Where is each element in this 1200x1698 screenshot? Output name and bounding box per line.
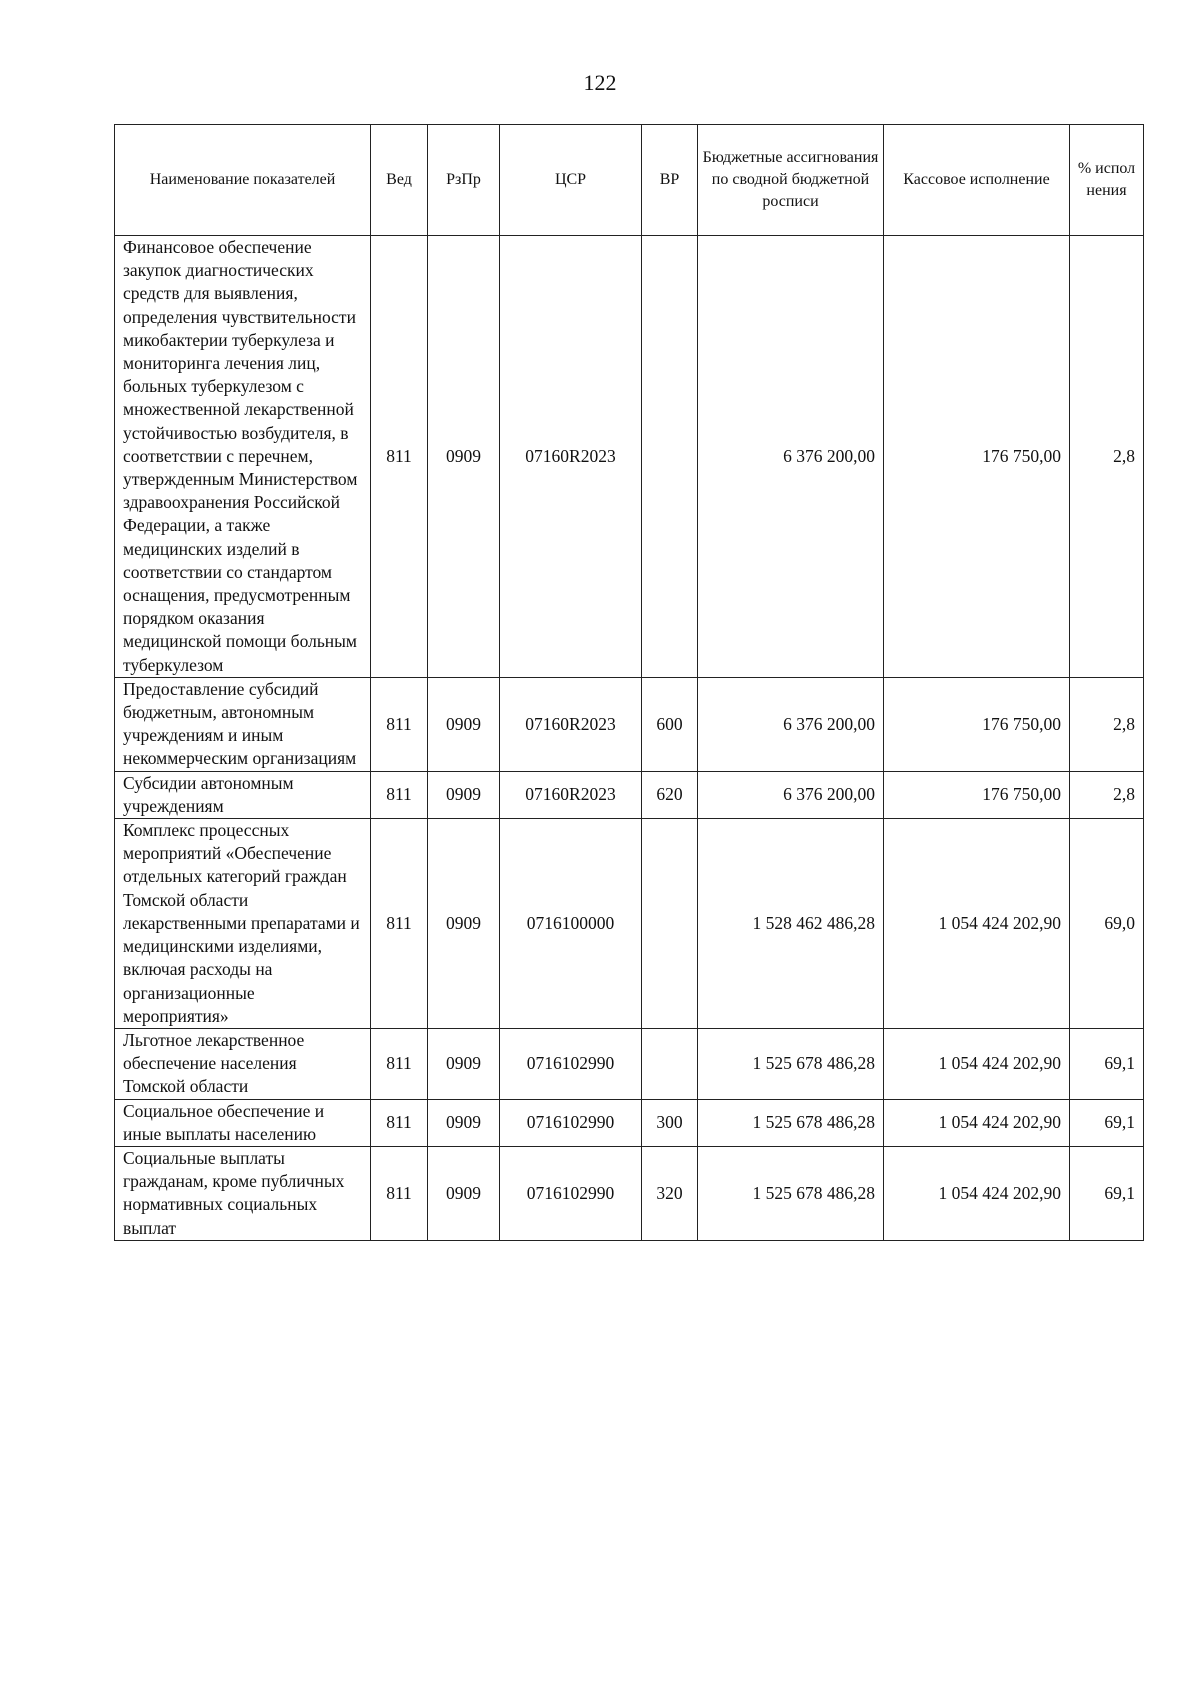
cell-name: Предоставление субсидий бюджетным, автономным учреждениям и иным некоммерческим организациям [115, 677, 371, 771]
cell-assignments: 1 525 678 486,28 [698, 1028, 884, 1099]
header-name: Наименование показателей [115, 125, 371, 236]
cell-assignments: 6 376 200,00 [698, 771, 884, 818]
header-cash: Кассовое исполнение [884, 125, 1070, 236]
cell-rzpr: 0909 [428, 1146, 500, 1240]
cell-ved: 811 [371, 1028, 428, 1099]
cell-ved: 811 [371, 771, 428, 818]
cell-rzpr: 0909 [428, 819, 500, 1029]
table-row [115, 1028, 1144, 1099]
cell-csr: 0716102990 [500, 1099, 642, 1146]
table-header [115, 125, 1144, 236]
cell-name: Комплекс процессных мероприятий «Обеспечение отдельных категорий граждан Томской области лекарственными препаратами и медицинскими изделиями, включая расходы на организационные мероприятия» [115, 819, 371, 1029]
header-percent: % испол нения [1070, 125, 1144, 236]
cell-ved: 811 [371, 236, 428, 678]
table-row [115, 236, 1144, 678]
table-row [115, 771, 1144, 818]
cell-vr: 600 [642, 677, 698, 771]
cell-csr: 07160R2023 [500, 771, 642, 818]
header-vr: ВР [642, 125, 698, 236]
header-assignments: Бюджетные ассигнования по сводной бюджетной росписи [698, 125, 884, 236]
cell-percent: 69,0 [1070, 819, 1144, 1029]
cell-percent: 2,8 [1070, 771, 1144, 818]
cell-name: Льготное лекарственное обеспечение населения Томской области [115, 1028, 371, 1099]
header-csr: ЦСР [500, 125, 642, 236]
cell-ved: 811 [371, 819, 428, 1029]
cell-vr: 320 [642, 1146, 698, 1240]
cell-vr: 620 [642, 771, 698, 818]
cell-vr [642, 236, 698, 678]
cell-cash: 176 750,00 [884, 236, 1070, 678]
cell-cash: 1 054 424 202,90 [884, 819, 1070, 1029]
cell-rzpr: 0909 [428, 677, 500, 771]
cell-rzpr: 0909 [428, 236, 500, 678]
cell-cash: 1 054 424 202,90 [884, 1028, 1070, 1099]
cell-vr [642, 819, 698, 1029]
cell-csr: 0716100000 [500, 819, 642, 1029]
page-number: 122 [583, 70, 617, 95]
cell-csr: 0716102990 [500, 1028, 642, 1099]
budget-execution-table [114, 124, 1144, 1241]
cell-vr: 300 [642, 1099, 698, 1146]
cell-vr [642, 1028, 698, 1099]
cell-percent: 69,1 [1070, 1028, 1144, 1099]
table-row [115, 1099, 1144, 1146]
cell-assignments: 1 525 678 486,28 [698, 1099, 884, 1146]
cell-ved: 811 [371, 677, 428, 771]
cell-csr: 07160R2023 [500, 236, 642, 678]
header-row [115, 125, 1144, 236]
cell-name: Социальные выплаты гражданам, кроме публичных нормативных социальных выплат [115, 1146, 371, 1240]
cell-cash: 1 054 424 202,90 [884, 1146, 1070, 1240]
header-rzpr: РзПр [428, 125, 500, 236]
table-row [115, 677, 1144, 771]
cell-ved: 811 [371, 1146, 428, 1240]
cell-rzpr: 0909 [428, 771, 500, 818]
header-ved: Вед [371, 125, 428, 236]
cell-assignments: 6 376 200,00 [698, 236, 884, 678]
cell-name: Социальное обеспечение и иные выплаты населению [115, 1099, 371, 1146]
cell-percent: 69,1 [1070, 1099, 1144, 1146]
table-row [115, 1146, 1144, 1240]
cell-cash: 176 750,00 [884, 677, 1070, 771]
cell-assignments: 1 525 678 486,28 [698, 1146, 884, 1240]
cell-csr: 0716102990 [500, 1146, 642, 1240]
cell-percent: 69,1 [1070, 1146, 1144, 1240]
cell-percent: 2,8 [1070, 236, 1144, 678]
cell-name: Субсидии автономным учреждениям [115, 771, 371, 818]
cell-ved: 811 [371, 1099, 428, 1146]
cell-cash: 176 750,00 [884, 771, 1070, 818]
cell-rzpr: 0909 [428, 1099, 500, 1146]
cell-assignments: 6 376 200,00 [698, 677, 884, 771]
cell-assignments: 1 528 462 486,28 [698, 819, 884, 1029]
cell-name: Финансовое обеспечение закупок диагностических средств для выявления, определения чувствительности микобактерии туберкулеза и мониторинга лечения лиц, больных туберкулезом с множественной лекарственной устойчивостью возбудителя, в соответствии с перечнем, утвержденным Министерством здравоохранения Российской Федерации, а также медицинских изделий в соответствии со стандартом оснащения, предусмотренным порядком оказания медицинской помощи больным туберкулезом [115, 236, 371, 678]
table-body [115, 236, 1144, 1241]
cell-percent: 2,8 [1070, 677, 1144, 771]
cell-csr: 07160R2023 [500, 677, 642, 771]
table-row [115, 819, 1144, 1029]
cell-cash: 1 054 424 202,90 [884, 1099, 1070, 1146]
cell-rzpr: 0909 [428, 1028, 500, 1099]
